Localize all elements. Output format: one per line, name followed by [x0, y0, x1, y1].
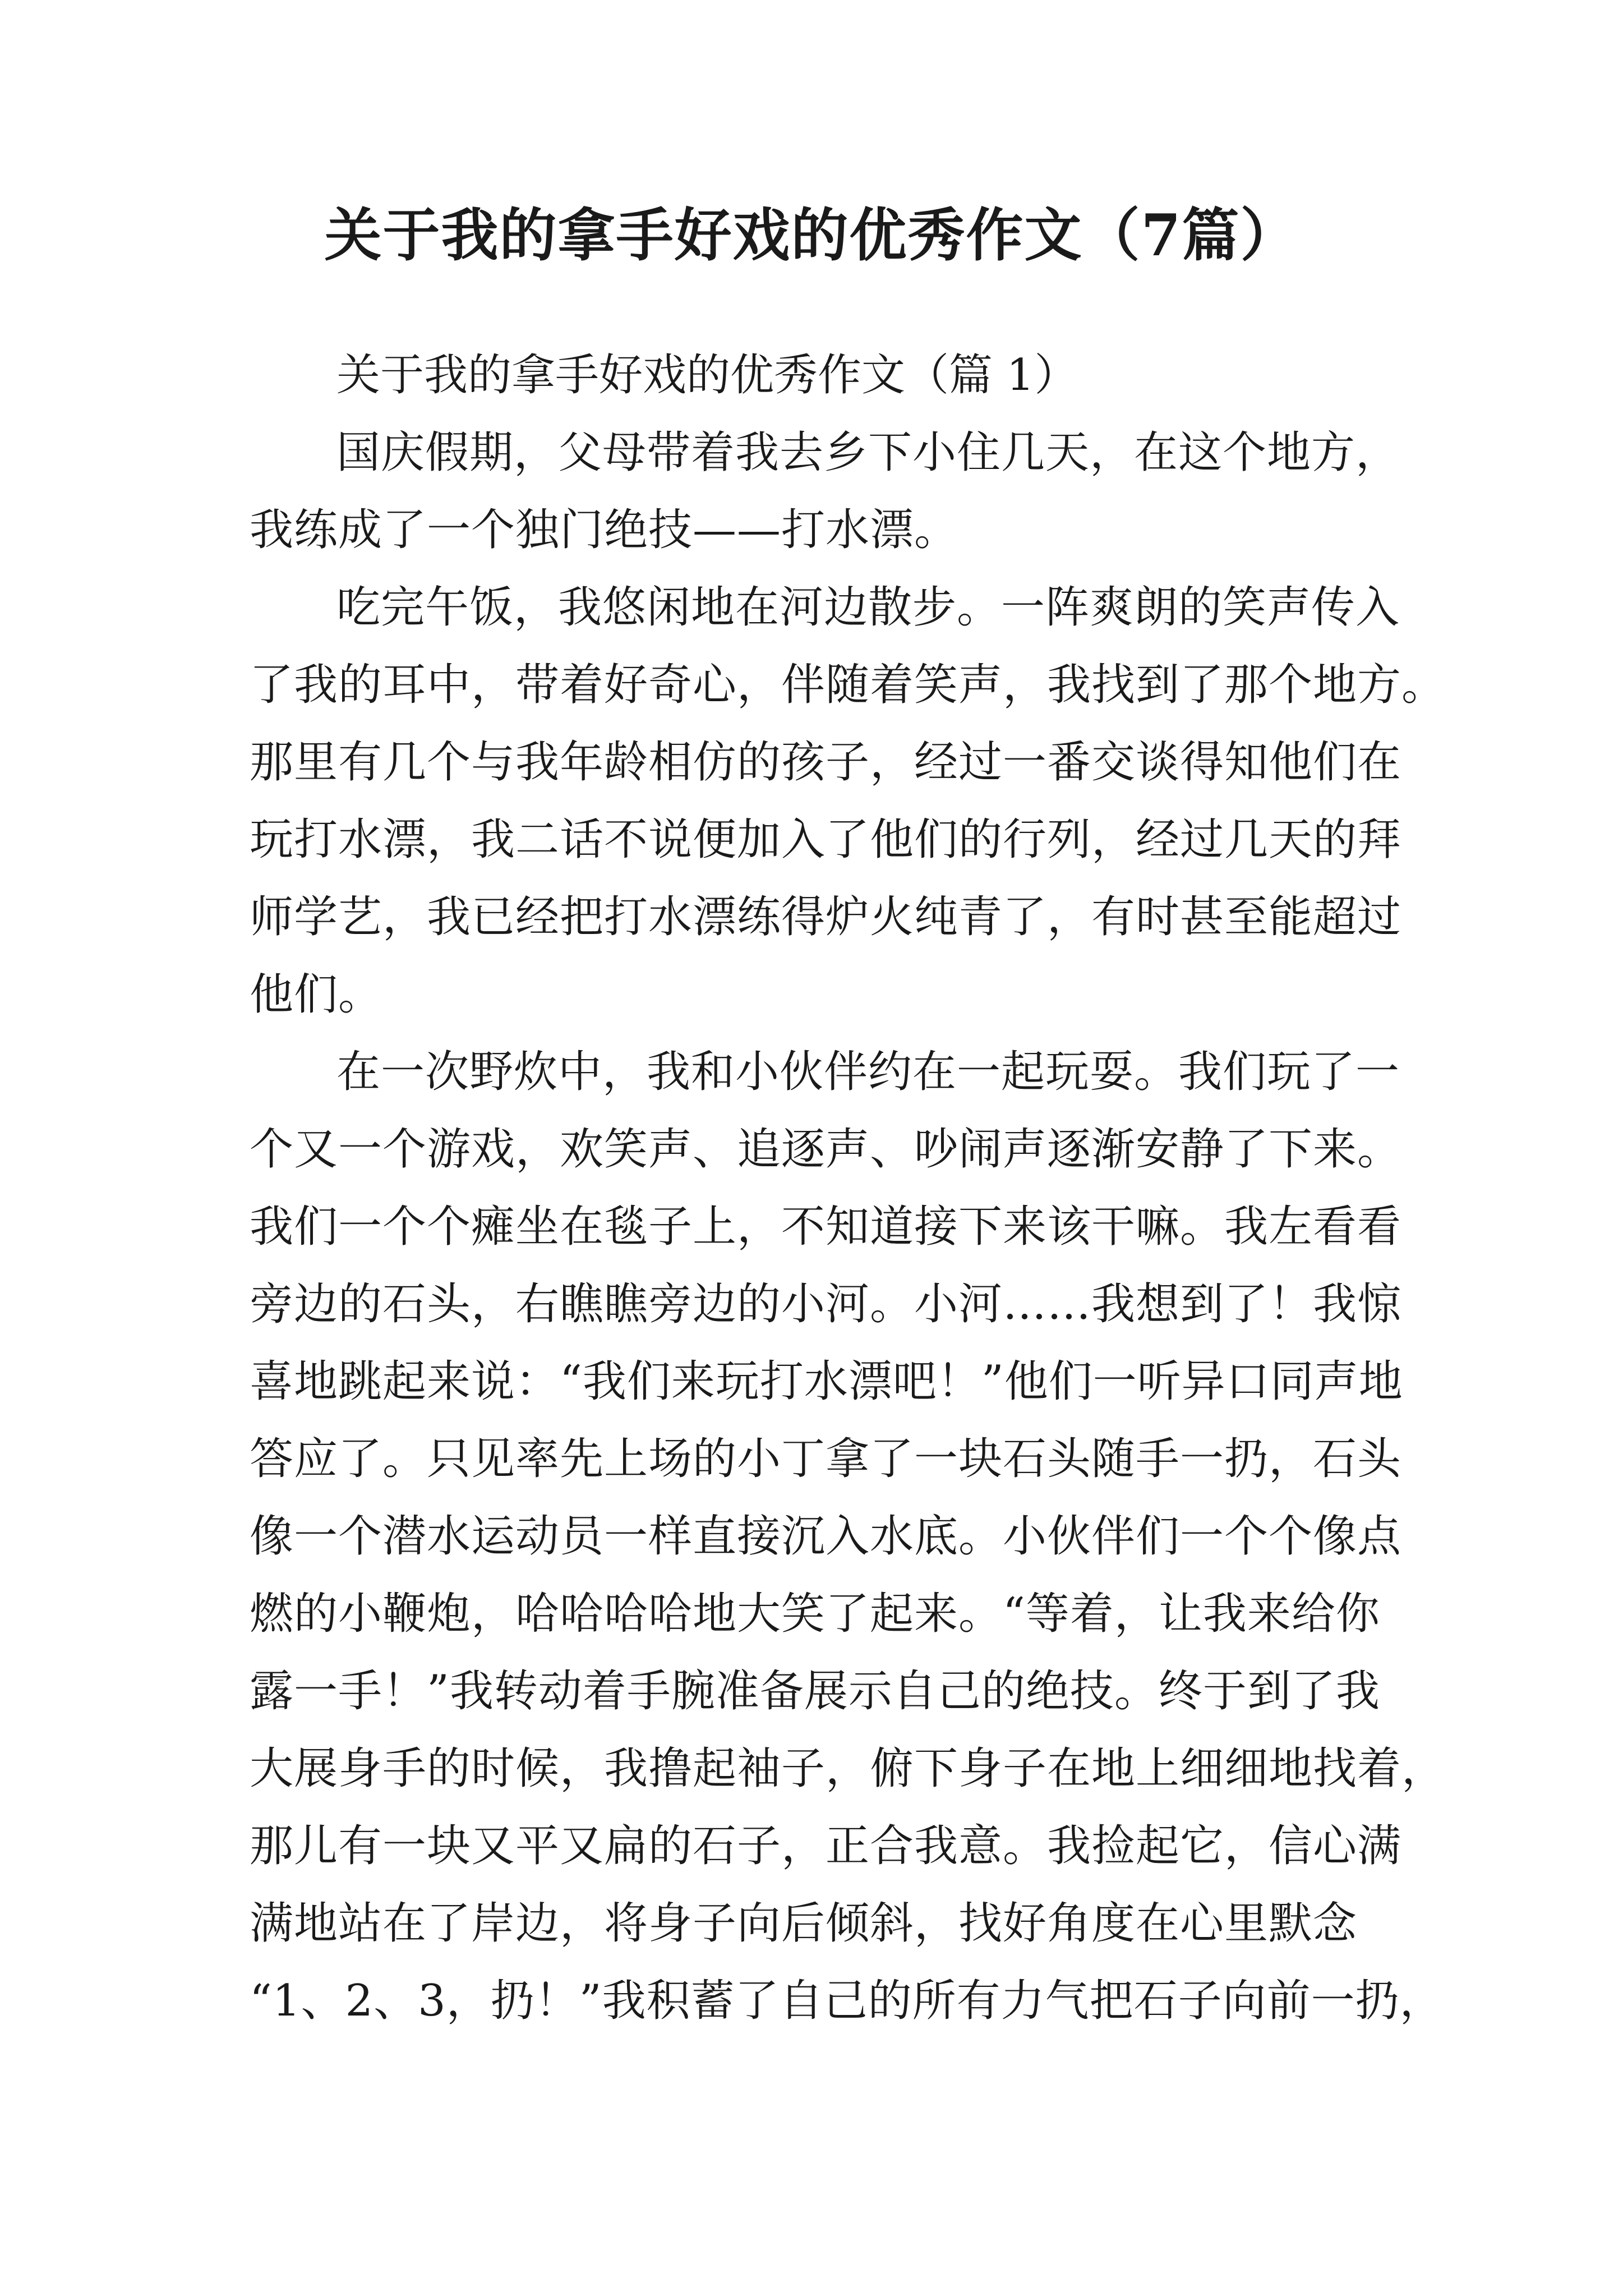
text-line: 个又一个游戏，欢笑声、追逐声、吵闹声逐渐安静了下来。: [250, 1124, 1402, 1175]
text-line: 满地站在了岸边，将身子向后倾斜，找好角度在心里默念: [250, 1898, 1358, 1949]
text-line: 那儿有一块又平又扁的石子，正合我意。我捡起它，信心满: [250, 1821, 1402, 1871]
text-line: 吃完午饭，我悠闲地在河边散步。一阵爽朗的笑声传入: [336, 582, 1400, 633]
text-line: 在一次野炊中，我和小伙伴约在一起玩耍。我们玩了一: [336, 1047, 1400, 1097]
text-line: 像一个潜水运动员一样直接沉入水底。小伙伴们一个个像点: [250, 1511, 1402, 1562]
text-line: 我们一个个瘫坐在毯子上，不知道接下来该干嘛。我左看看: [250, 1202, 1402, 1252]
text-line: 了我的耳中，带着好奇心，伴随着笑声，我找到了那个地方。: [250, 660, 1446, 710]
paragraph-1: [250, 414, 1399, 569]
text-line: 玩打水漂，我二话不说便加入了他们的行列，经过几天的拜: [250, 815, 1402, 865]
text-line: 国庆假期，父母带着我去乡下小住几天，在这个地方，: [336, 427, 1400, 478]
text-line: 大展身手的时候，我撸起袖子，俯下身子在地上细细地找着，: [250, 1743, 1446, 1794]
document-title: 关于我的拿手好戏的优秀作文（7篇）: [324, 202, 1299, 269]
text-line: 他们。: [250, 969, 383, 1020]
text-line: 旁边的石头，右瞧瞧旁边的小河。小河……我想到了！我惊: [250, 1279, 1402, 1329]
text-line: 燃的小鞭炮，哈哈哈哈地大笑了起来。“等着，让我来给你: [250, 1589, 1380, 1639]
section-heading: 关于我的拿手好戏的优秀作文（篇 1）: [336, 350, 1078, 401]
text-line: 答应了。只见率先上场的小丁拿了一块石头随手一扔，石头: [250, 1434, 1402, 1484]
text-line: 那里有几个与我年龄相仿的孩子，经过一番交谈得知他们在: [250, 737, 1402, 788]
text-line: “1、2、3，扔！”我积蓄了自己的所有力气把石子向前一扔，: [250, 1976, 1444, 2026]
text-line: 师学艺，我已经把打水漂练得炉火纯青了，有时甚至能超过: [250, 892, 1402, 942]
text-line: 我练成了一个独门绝技——打水漂。: [250, 505, 959, 555]
document-body: [250, 337, 1446, 2040]
text-line: 喜地跳起来说：“我们来玩打水漂吧！”他们一听异口同声地: [250, 1356, 1403, 1407]
paragraph-3: [250, 1033, 1446, 2040]
text-line: 露一手！”我转动着手腕准备展示自己的绝技。终于到了我: [250, 1666, 1380, 1717]
paragraph-2: [250, 569, 1446, 1033]
